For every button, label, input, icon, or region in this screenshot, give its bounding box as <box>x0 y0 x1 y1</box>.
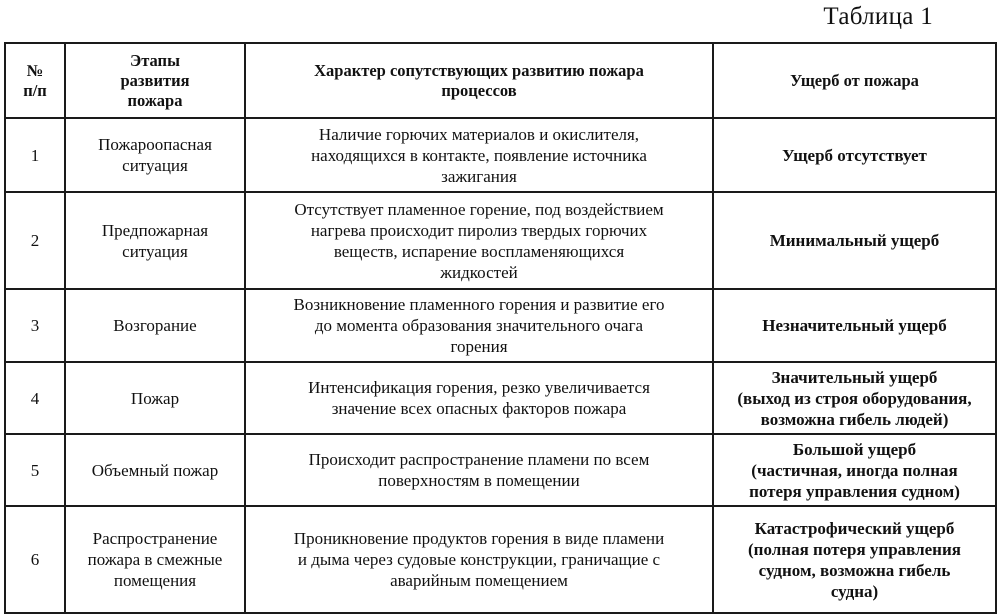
process-cell <box>245 118 713 192</box>
damage-cell <box>713 434 996 506</box>
stage-line: пожара в смежные <box>87 550 223 569</box>
process-line: горения <box>450 337 508 356</box>
stage-line: Пожар <box>130 388 180 408</box>
process-line: Возникновение пламенного горения и развитие его <box>293 295 665 314</box>
table-row <box>5 362 996 434</box>
damage-cell <box>713 506 996 613</box>
process-line: жидкостей <box>440 262 518 282</box>
process-line: значение всех опасных факторов пожара <box>331 399 627 418</box>
header-stage-line: пожара <box>127 90 183 110</box>
process-line: находящихся в контакте, появление источника <box>311 145 647 165</box>
process-line: и дыма через судовые конструкции, граничащие с <box>297 550 661 569</box>
stage-line: Возгорание <box>113 316 197 335</box>
header-process-line: Характер сопутствующих развитию пожара <box>314 60 644 80</box>
damage-line: Минимальный ущерб <box>769 231 940 250</box>
damage-line: судном, возможна гибель <box>758 560 951 580</box>
row-number: 5 <box>5 434 65 506</box>
header-damage <box>713 43 996 118</box>
damage-line: потеря управления судном) <box>749 481 960 501</box>
header-process <box>245 43 713 118</box>
header-num <box>5 43 65 118</box>
row-number: 4 <box>5 362 65 434</box>
row-number: 6 <box>5 506 65 613</box>
header-process-line: процессов <box>441 80 517 100</box>
stage-line: Распространение <box>92 529 218 548</box>
process-cell <box>245 362 713 434</box>
table-caption: Таблица 1 <box>823 3 933 30</box>
damage-cell <box>713 362 996 434</box>
header-stage-line: Этапы <box>130 50 180 70</box>
header-stage-line: развития <box>120 70 190 90</box>
process-line: Проникновение продуктов горения в виде пламени <box>293 529 665 548</box>
damage-line: Незначительный ущерб <box>762 316 947 335</box>
process-line: веществ, испарение воспламеняющихся <box>333 241 625 261</box>
stage-line: Объемный пожар <box>91 460 219 480</box>
damage-line: (частичная, иногда полная <box>751 460 958 480</box>
damage-line: судна) <box>830 581 879 601</box>
process-cell <box>245 192 713 289</box>
fire-stages-table <box>4 42 997 614</box>
process-line: аварийным помещением <box>390 571 568 590</box>
row-number: 1 <box>5 118 65 192</box>
damage-line: Катастрофический ущерб <box>754 518 955 538</box>
process-line: Происходит распространение пламени по всем <box>308 450 650 469</box>
header-damage-line: Ущерб от пожара <box>790 70 919 90</box>
process-line: нагрева происходит пиролиз твердых горючих <box>310 220 648 240</box>
stage-cell <box>65 289 245 362</box>
process-line: Наличие горючих материалов и окислителя, <box>318 124 640 144</box>
table-row <box>5 506 996 613</box>
process-cell <box>245 506 713 613</box>
damage-cell <box>713 289 996 362</box>
header-stage <box>65 43 245 118</box>
table-row <box>5 118 996 192</box>
process-cell <box>245 434 713 506</box>
stage-cell <box>65 506 245 613</box>
stage-cell <box>65 118 245 192</box>
row-number: 2 <box>5 192 65 289</box>
process-line: зажигания <box>441 166 517 186</box>
stage-line: Пожароопасная <box>98 135 212 154</box>
stage-cell <box>65 362 245 434</box>
damage-cell <box>713 192 996 289</box>
stage-cell <box>65 434 245 506</box>
table-row <box>5 434 996 506</box>
row-number: 3 <box>5 289 65 362</box>
damage-line: Большой ущерб <box>792 439 917 459</box>
damage-line: (полная потеря управления <box>748 539 961 559</box>
damage-line: Значительный ущерб <box>771 367 938 387</box>
header-num-line: п/п <box>23 80 47 100</box>
stage-line: Предпожарная <box>101 220 209 240</box>
stage-line: ситуация <box>122 241 188 261</box>
damage-line: Ущерб отсутствует <box>782 145 927 165</box>
process-cell <box>245 289 713 362</box>
table-row <box>5 192 996 289</box>
damage-cell <box>713 118 996 192</box>
table-row <box>5 289 996 362</box>
process-line: поверхностям в помещении <box>378 471 580 490</box>
header-num-line: № <box>26 60 44 80</box>
table-header-row <box>5 43 996 118</box>
damage-line: возможна гибель людей) <box>760 409 949 429</box>
stage-line: ситуация <box>122 156 188 175</box>
process-line: Отсутствует пламенное горение, под воздействием <box>294 199 664 219</box>
stage-cell <box>65 192 245 289</box>
process-line: Интенсификация горения, резко увеличивается <box>308 378 650 397</box>
stage-line: помещения <box>113 571 197 590</box>
process-line: до момента образования значительного очага <box>314 316 644 335</box>
damage-line: (выход из строя оборудования, <box>737 388 972 408</box>
